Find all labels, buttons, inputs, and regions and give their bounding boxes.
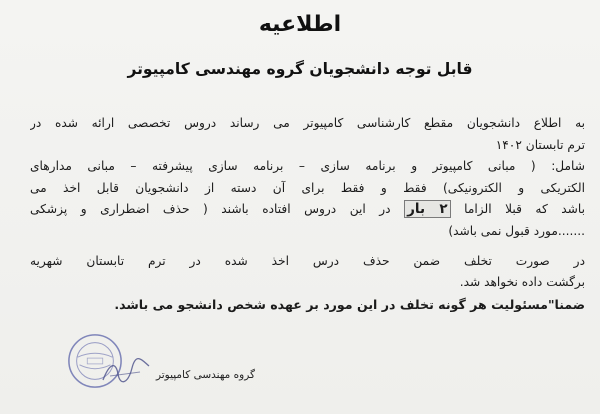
line5-before: باشد که قبلا الزاما — [450, 202, 585, 217]
body-line-7: در صورت تخلف ضمن حذف درس اخذ شده در ترم تابستان شهریه — [30, 253, 585, 268]
body-line-4: الکتریکی و الکترونیکی) فقط و فقط برای آن دسته از دانشجویان قابل اخذ می — [30, 180, 585, 195]
body-line-1: به اطلاع دانشجویان مقطع کارشناسی کامپیوتر می رساند دروس تخصصی ارائه شده در — [30, 116, 585, 130]
page-subtitle: قابل توجه دانشجویان گروه مهندسی کامپیوتر — [127, 60, 473, 78]
document-body — [30, 113, 585, 315]
page-title: اطلاعیه — [258, 12, 342, 37]
body-line-2: ترم تابستان ۱۴۰۲ — [495, 137, 585, 152]
body-line-8: برگشت داده نخواهد شد. — [459, 275, 585, 290]
body-line-3: شامل: ( مبانی کامپیوتر و برنامه سازی – برنامه سازی پیشرفته – مبانی مدارهای — [30, 159, 585, 174]
paragraph-gap — [30, 243, 585, 251]
line5-after: در این دروس افتاده باشند ( حذف اضطراری و پزشکی — [30, 202, 405, 217]
signature-mark — [100, 356, 152, 386]
body-line-5 — [30, 199, 585, 221]
highlighted-count: ۲ بار — [404, 200, 451, 218]
body-line-6: .......مورد قبول نمی باشد) — [448, 223, 585, 238]
responsibility-note: ضمنا"مسئولیت هر گونه تخلف در این مورد بر عهده شخص دانشجو می باشد. — [114, 296, 585, 312]
department-signature-label: گروه مهندسی کامپیوتر — [155, 369, 255, 381]
